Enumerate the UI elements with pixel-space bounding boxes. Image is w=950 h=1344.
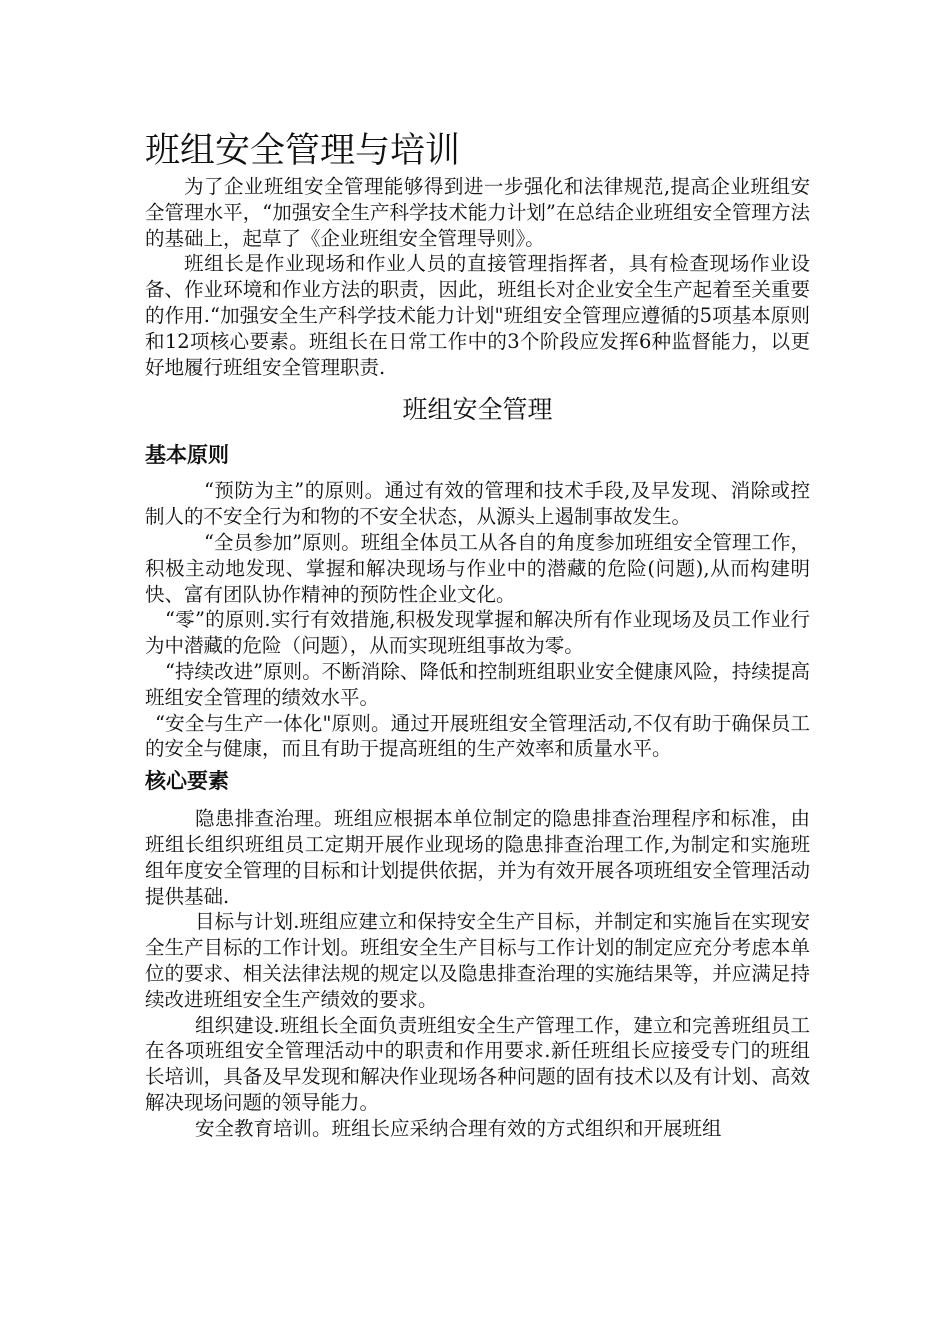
document-page (145, 128, 810, 1142)
principle-item: “全员参加”原则。班组全体员工从各自的角度参加班组安全管理工作，积极主动地发现、掌握和解决现场与作业中的潜藏的危险(问题),从而构建明快、富有团队协作精神的预防性企业文化。 (145, 530, 810, 606)
principle-item: “安全与生产一体化"原则。通过开展班组安全管理活动,不仅有助于确保员工的安全与健康，而且有助于提高班组的生产效率和质量水平。 (145, 711, 810, 761)
principle-item: “预防为主”的原则。通过有效的管理和技术手段,及早发现、消除或控制人的不安全行为和物的不安全状态，从源头上遏制事故发生。 (145, 479, 810, 529)
principle-item: “持续改进”原则。不断消除、降低和控制班组职业安全健康风险，持续提高班组安全管理的绩效水平。 (145, 659, 810, 709)
principle-item: “零”的原则.实行有效措施,积极发现掌握和解决所有作业现场及员工作业行为中潜藏的危险（问题），从而实现班组事故为零。 (145, 608, 810, 658)
element-item: 目标与计划.班组应建立和保持安全生产目标，并制定和实施旨在实现安全生产目标的工作计划。班组安全生产目标与工作计划的制定应充分考虑本单位的要求、相关法律法规的规定以及隐患排查治理的实施结果等，并应满足持续改进班组安全生产绩效的要求。 (145, 910, 810, 1011)
section-title: 班组安全管理 (402, 395, 553, 425)
elements-heading: 核心要素 (145, 769, 229, 794)
principles-heading: 基本原则 (145, 443, 229, 468)
document-title: 班组安全管理与培训 (145, 131, 461, 171)
element-item: 安全教育培训。班组长应采纳合理有效的方式组织和开展班组 (195, 1116, 722, 1140)
intro-paragraph-1: 为了企业班组安全管理能够得到进一步强化和法律规范,提高企业班组安全管理水平，“加强安全生产科学技术能力计划”在总结企业班组安全管理方法的基础上，起草了《企业班组安全管理导则》。 (145, 175, 810, 250)
element-item: 隐患排查治理。班组应根据本单位制定的隐患排查治理程序和标准，由班组长组织班组员工定期开展作业现场的隐患排查治理工作,为制定和实施班组年度安全管理的目标和计划提供依据，并为有效开展各项班组安全管理活动提供基础. (145, 807, 810, 908)
intro-paragraph-2: 班组长是作业现场和作业人员的直接管理指挥者，具有检查现场作业设备、作业环境和作业方法的职责，因此，班组长对企业安全生产起着至关重要的作用.“加强安全生产科学技术能力计划"班组安全管理应遵循的5项基本原则和12项核心要素。班组长在日常工作中的3个阶段应发挥6种监督能力，以更好地履行班组安全管理职责. (145, 252, 810, 379)
element-item: 组织建设.班组长全面负责班组安全生产管理工作，建立和完善班组员工在各项班组安全管理活动中的职责和作用要求.新任班组长应接受专门的班组长培训，具备及早发现和解决作业现场各种问题的固有技术以及有计划、高效解决现场问题的领导能力。 (145, 1013, 810, 1114)
